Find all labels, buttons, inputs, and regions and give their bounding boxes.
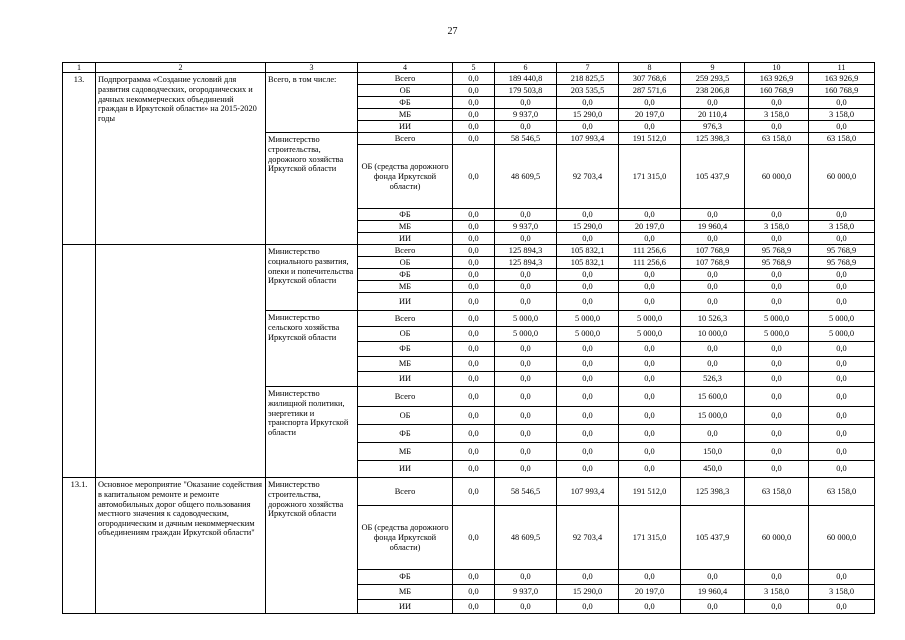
value-cell: 0,0 (495, 281, 557, 293)
value-cell: 238 206,8 (681, 85, 745, 97)
empty-program-cell (96, 245, 266, 478)
value-cell: 15 600,0 (681, 387, 745, 407)
value-cell: 0,0 (495, 425, 557, 443)
value-cell: 0,0 (495, 387, 557, 407)
value-cell: 0,0 (453, 425, 495, 443)
column-header: 4 (358, 63, 453, 73)
value-cell: 60 000,0 (745, 506, 809, 570)
value-cell: 0,0 (453, 443, 495, 461)
value-cell: 0,0 (453, 133, 495, 145)
funding-source-cell: Всего (358, 245, 453, 257)
value-cell: 0,0 (809, 387, 875, 407)
value-cell: 3 158,0 (745, 109, 809, 121)
value-cell: 107 993,4 (557, 478, 619, 506)
value-cell: 171 315,0 (619, 506, 681, 570)
funding-source-cell: ИИ (358, 461, 453, 478)
value-cell: 92 703,4 (557, 145, 619, 209)
value-cell: 125 894,3 (495, 245, 557, 257)
value-cell: 60 000,0 (809, 506, 875, 570)
column-header: 8 (619, 63, 681, 73)
funding-source-cell: Всего (358, 478, 453, 506)
value-cell: 19 960,4 (681, 221, 745, 233)
value-cell: 5 000,0 (495, 311, 557, 327)
value-cell: 0,0 (745, 570, 809, 585)
value-cell: 0,0 (619, 97, 681, 109)
value-cell: 976,3 (681, 121, 745, 133)
value-cell: 58 546,5 (495, 133, 557, 145)
value-cell: 20 197,0 (619, 221, 681, 233)
value-cell: 63 158,0 (745, 478, 809, 506)
table-row (63, 73, 875, 85)
value-cell: 0,0 (619, 387, 681, 407)
value-cell: 0,0 (557, 97, 619, 109)
funding-source-cell: ИИ (358, 233, 453, 245)
value-cell: 171 315,0 (619, 145, 681, 209)
value-cell: 0,0 (619, 233, 681, 245)
column-header: 11 (809, 63, 875, 73)
value-cell: 0,0 (809, 97, 875, 109)
value-cell: 0,0 (745, 342, 809, 357)
value-cell: 0,0 (453, 97, 495, 109)
funding-source-cell: МБ (358, 221, 453, 233)
value-cell: 0,0 (809, 600, 875, 614)
value-cell: 0,0 (453, 221, 495, 233)
value-cell: 95 768,9 (809, 257, 875, 269)
row-number: 13.1. (63, 478, 96, 614)
funding-source-cell: ОБ (358, 407, 453, 425)
value-cell: 0,0 (453, 327, 495, 342)
value-cell: 0,0 (681, 600, 745, 614)
funding-source-cell: ОБ (358, 257, 453, 269)
value-cell: 0,0 (619, 293, 681, 311)
value-cell: 60 000,0 (745, 145, 809, 209)
column-header-row (63, 63, 875, 73)
column-header: 2 (96, 63, 266, 73)
column-header: 7 (557, 63, 619, 73)
funding-source-cell: ИИ (358, 372, 453, 387)
empty-number-cell (63, 245, 96, 478)
value-cell: 450,0 (681, 461, 745, 478)
value-cell: 0,0 (557, 269, 619, 281)
funding-source-cell: ОБ (средства дорожного фонда Иркутской области) (358, 506, 453, 570)
page-number: 27 (447, 26, 458, 37)
value-cell: 259 293,5 (681, 73, 745, 85)
value-cell: 58 546,5 (495, 478, 557, 506)
value-cell: 0,0 (681, 233, 745, 245)
value-cell: 111 256,6 (619, 245, 681, 257)
column-header: 3 (266, 63, 358, 73)
value-cell: 0,0 (557, 372, 619, 387)
value-cell: 0,0 (495, 121, 557, 133)
funding-source-cell: ОБ (358, 85, 453, 97)
value-cell: 163 926,9 (809, 73, 875, 85)
program-name: Подпрограмма «Создание условий для развития садоводческих, огороднических и дачных некоммерческих объединений граждан в Иркутской области» на 2015-2020 годы (96, 73, 266, 245)
value-cell: 0,0 (619, 407, 681, 425)
table-row (63, 245, 875, 257)
value-cell: 0,0 (745, 97, 809, 109)
value-cell: 0,0 (619, 570, 681, 585)
value-cell: 0,0 (809, 425, 875, 443)
value-cell: 10 526,3 (681, 311, 745, 327)
value-cell: 9 937,0 (495, 109, 557, 121)
value-cell: 0,0 (557, 293, 619, 311)
value-cell: 0,0 (681, 281, 745, 293)
value-cell: 0,0 (495, 342, 557, 357)
funding-source-cell: ОБ (358, 327, 453, 342)
value-cell: 0,0 (745, 407, 809, 425)
value-cell: 0,0 (453, 269, 495, 281)
value-cell: 20 110,4 (681, 109, 745, 121)
funding-source-cell: Всего (358, 311, 453, 327)
value-cell: 5 000,0 (557, 311, 619, 327)
value-cell: 60 000,0 (809, 145, 875, 209)
value-cell: 107 993,4 (557, 133, 619, 145)
value-cell: 105 832,1 (557, 257, 619, 269)
value-cell: 0,0 (557, 233, 619, 245)
value-cell: 3 158,0 (745, 221, 809, 233)
value-cell: 0,0 (745, 425, 809, 443)
value-cell: 0,0 (619, 281, 681, 293)
funding-source-cell: ФБ (358, 425, 453, 443)
value-cell: 0,0 (557, 407, 619, 425)
value-cell: 0,0 (619, 443, 681, 461)
value-cell: 5 000,0 (619, 327, 681, 342)
funding-source-cell: Всего (358, 387, 453, 407)
value-cell: 10 000,0 (681, 327, 745, 342)
value-cell: 0,0 (495, 293, 557, 311)
value-cell: 160 768,9 (745, 85, 809, 97)
value-cell: 0,0 (745, 209, 809, 221)
value-cell: 63 158,0 (745, 133, 809, 145)
funding-source-cell: ОБ (средства дорожного фонда Иркутской области) (358, 145, 453, 209)
funding-source-cell: ИИ (358, 121, 453, 133)
value-cell: 0,0 (557, 342, 619, 357)
funding-source-cell: Всего (358, 73, 453, 85)
value-cell: 92 703,4 (557, 506, 619, 570)
value-cell: 15 000,0 (681, 407, 745, 425)
value-cell: 0,0 (453, 407, 495, 425)
value-cell: 0,0 (557, 357, 619, 372)
value-cell: 15 290,0 (557, 585, 619, 600)
value-cell: 0,0 (557, 209, 619, 221)
funding-source-cell: Всего (358, 133, 453, 145)
value-cell: 0,0 (453, 257, 495, 269)
value-cell: 0,0 (809, 357, 875, 372)
value-cell: 105 832,1 (557, 245, 619, 257)
value-cell: 0,0 (809, 461, 875, 478)
value-cell: 160 768,9 (809, 85, 875, 97)
value-cell: 0,0 (681, 425, 745, 443)
value-cell: 0,0 (453, 570, 495, 585)
value-cell: 0,0 (495, 233, 557, 245)
value-cell: 0,0 (745, 269, 809, 281)
value-cell: 20 197,0 (619, 109, 681, 121)
funding-source-cell: ФБ (358, 97, 453, 109)
value-cell: 111 256,6 (619, 257, 681, 269)
table-row (63, 478, 875, 506)
value-cell: 63 158,0 (809, 478, 875, 506)
value-cell: 0,0 (619, 357, 681, 372)
value-cell: 5 000,0 (809, 311, 875, 327)
value-cell: 125 398,3 (681, 478, 745, 506)
value-cell: 0,0 (745, 372, 809, 387)
funding-source-cell: ИИ (358, 600, 453, 614)
value-cell: 0,0 (495, 269, 557, 281)
value-cell: 0,0 (809, 269, 875, 281)
value-cell: 179 503,8 (495, 85, 557, 97)
value-cell: 0,0 (557, 443, 619, 461)
value-cell: 0,0 (453, 73, 495, 85)
value-cell: 0,0 (495, 407, 557, 425)
value-cell: 95 768,9 (809, 245, 875, 257)
executor-ministry: Министерство жилищной политики, энергетики и транспорта Иркутской области (266, 387, 358, 478)
value-cell: 0,0 (453, 461, 495, 478)
value-cell: 0,0 (453, 281, 495, 293)
column-header: 1 (63, 63, 96, 73)
activity-name: Основное мероприятие "Оказание содействия в капитальном ремонте и ремонте автомобильных дорог общего пользования местного значения к садоводческим, огородническим и дачным некоммерческим объединениям граждан Иркутской области" (96, 478, 266, 614)
value-cell: 48 609,5 (495, 145, 557, 209)
value-cell: 9 937,0 (495, 585, 557, 600)
funding-source-cell: ФБ (358, 269, 453, 281)
value-cell: 0,0 (681, 357, 745, 372)
value-cell: 0,0 (745, 600, 809, 614)
column-header: 5 (453, 63, 495, 73)
value-cell: 5 000,0 (557, 327, 619, 342)
value-cell: 0,0 (557, 461, 619, 478)
value-cell: 0,0 (809, 209, 875, 221)
value-cell: 0,0 (453, 85, 495, 97)
value-cell: 218 825,5 (557, 73, 619, 85)
value-cell: 0,0 (453, 121, 495, 133)
funding-source-cell: МБ (358, 109, 453, 121)
value-cell: 0,0 (809, 443, 875, 461)
value-cell: 0,0 (745, 281, 809, 293)
value-cell: 0,0 (453, 478, 495, 506)
value-cell: 63 158,0 (809, 133, 875, 145)
value-cell: 0,0 (453, 209, 495, 221)
value-cell: 189 440,8 (495, 73, 557, 85)
value-cell: 0,0 (495, 357, 557, 372)
value-cell: 9 937,0 (495, 221, 557, 233)
value-cell: 15 290,0 (557, 109, 619, 121)
value-cell: 0,0 (619, 342, 681, 357)
value-cell: 125 894,3 (495, 257, 557, 269)
value-cell: 0,0 (809, 407, 875, 425)
value-cell: 3 158,0 (745, 585, 809, 600)
value-cell: 3 158,0 (809, 221, 875, 233)
value-cell: 0,0 (557, 121, 619, 133)
value-cell: 0,0 (809, 293, 875, 311)
value-cell: 0,0 (681, 97, 745, 109)
value-cell: 0,0 (453, 145, 495, 209)
value-cell: 0,0 (453, 311, 495, 327)
value-cell: 48 609,5 (495, 506, 557, 570)
value-cell: 150,0 (681, 443, 745, 461)
funding-source-cell: ФБ (358, 570, 453, 585)
value-cell: 0,0 (745, 293, 809, 311)
column-header: 6 (495, 63, 557, 73)
value-cell: 0,0 (495, 600, 557, 614)
value-cell: 3 158,0 (809, 585, 875, 600)
value-cell: 5 000,0 (745, 327, 809, 342)
value-cell: 0,0 (453, 245, 495, 257)
value-cell: 0,0 (619, 425, 681, 443)
value-cell: 0,0 (745, 461, 809, 478)
value-cell: 0,0 (557, 570, 619, 585)
value-cell: 0,0 (745, 443, 809, 461)
value-cell: 0,0 (745, 387, 809, 407)
funding-source-cell: ФБ (358, 342, 453, 357)
value-cell: 526,3 (681, 372, 745, 387)
value-cell: 163 926,9 (745, 73, 809, 85)
value-cell: 0,0 (557, 387, 619, 407)
value-cell: 0,0 (495, 443, 557, 461)
value-cell: 0,0 (809, 570, 875, 585)
value-cell: 287 571,6 (619, 85, 681, 97)
value-cell: 0,0 (619, 600, 681, 614)
column-header: 9 (681, 63, 745, 73)
value-cell: 191 512,0 (619, 478, 681, 506)
value-cell: 107 768,9 (681, 257, 745, 269)
value-cell: 0,0 (495, 97, 557, 109)
value-cell: 19 960,4 (681, 585, 745, 600)
value-cell: 0,0 (619, 121, 681, 133)
value-cell: 0,0 (557, 600, 619, 614)
funding-source-cell: МБ (358, 443, 453, 461)
executor-ministry: Министерство социального развития, опеки и попечительства Иркутской области (266, 245, 358, 311)
value-cell: 0,0 (681, 209, 745, 221)
value-cell: 0,0 (495, 372, 557, 387)
value-cell: 0,0 (453, 600, 495, 614)
value-cell: 5 000,0 (495, 327, 557, 342)
value-cell: 0,0 (453, 342, 495, 357)
value-cell: 0,0 (681, 269, 745, 281)
value-cell: 3 158,0 (809, 109, 875, 121)
value-cell: 125 398,3 (681, 133, 745, 145)
value-cell: 0,0 (809, 342, 875, 357)
value-cell: 0,0 (453, 293, 495, 311)
value-cell: 105 437,9 (681, 506, 745, 570)
value-cell: 0,0 (681, 570, 745, 585)
funding-source-cell: МБ (358, 281, 453, 293)
funding-source-cell: МБ (358, 357, 453, 372)
column-header: 10 (745, 63, 809, 73)
value-cell: 0,0 (453, 506, 495, 570)
value-cell: 107 768,9 (681, 245, 745, 257)
value-cell: 0,0 (809, 233, 875, 245)
funding-source-cell: ИИ (358, 293, 453, 311)
value-cell: 0,0 (619, 209, 681, 221)
budget-table (62, 62, 875, 614)
value-cell: 0,0 (681, 293, 745, 311)
row-number: 13. (63, 73, 96, 245)
value-cell: 0,0 (453, 585, 495, 600)
value-cell: 0,0 (453, 357, 495, 372)
value-cell: 105 437,9 (681, 145, 745, 209)
value-cell: 203 535,5 (557, 85, 619, 97)
value-cell: 307 768,6 (619, 73, 681, 85)
value-cell: 0,0 (453, 387, 495, 407)
value-cell: 95 768,9 (745, 257, 809, 269)
value-cell: 0,0 (557, 425, 619, 443)
executor-ministry: Министерство сельского хозяйства Иркутской области (266, 311, 358, 387)
value-cell: 95 768,9 (745, 245, 809, 257)
value-cell: 0,0 (809, 121, 875, 133)
value-cell: 0,0 (619, 461, 681, 478)
value-cell: 0,0 (619, 372, 681, 387)
value-cell: 0,0 (681, 342, 745, 357)
value-cell: 5 000,0 (745, 311, 809, 327)
value-cell: 0,0 (557, 281, 619, 293)
value-cell: 20 197,0 (619, 585, 681, 600)
value-cell: 5 000,0 (619, 311, 681, 327)
value-cell: 15 290,0 (557, 221, 619, 233)
value-cell: 0,0 (453, 233, 495, 245)
executor-ministry: Министерство строительства, дорожного хозяйства Иркутской области (266, 478, 358, 614)
value-cell: 0,0 (745, 233, 809, 245)
value-cell: 0,0 (619, 269, 681, 281)
value-cell: 0,0 (809, 281, 875, 293)
value-cell: 0,0 (495, 570, 557, 585)
value-cell: 0,0 (495, 209, 557, 221)
executor-total: Всего, в том числе: (266, 73, 358, 133)
funding-source-cell: ФБ (358, 209, 453, 221)
value-cell: 0,0 (495, 461, 557, 478)
executor-ministry: Министерство строительства, дорожного хозяйства Иркутской области (266, 133, 358, 245)
value-cell: 191 512,0 (619, 133, 681, 145)
value-cell: 0,0 (809, 372, 875, 387)
value-cell: 5 000,0 (809, 327, 875, 342)
funding-source-cell: МБ (358, 585, 453, 600)
value-cell: 0,0 (745, 121, 809, 133)
value-cell: 0,0 (453, 109, 495, 121)
value-cell: 0,0 (745, 357, 809, 372)
value-cell: 0,0 (453, 372, 495, 387)
